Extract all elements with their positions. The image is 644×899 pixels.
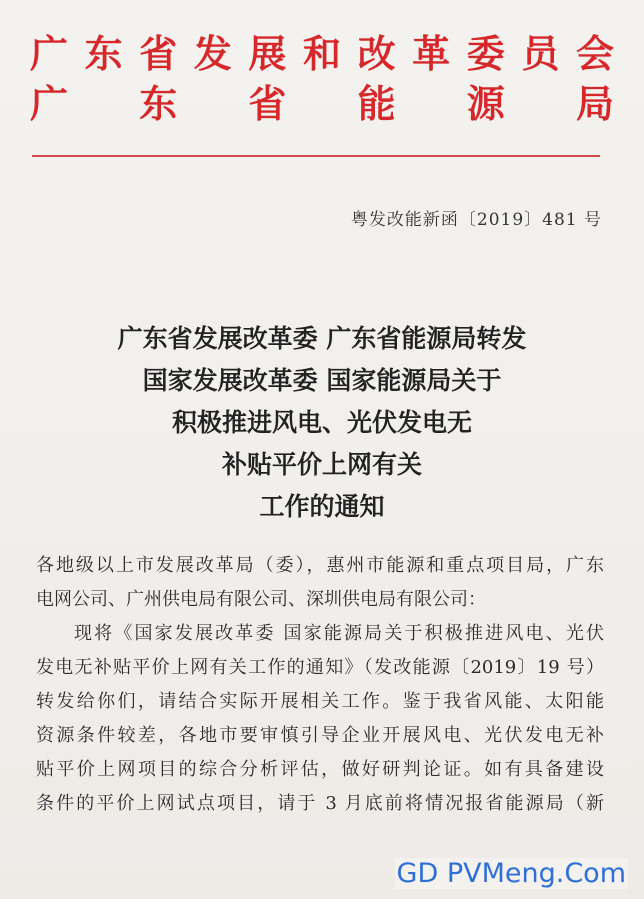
title-line: 补贴平价上网有关 [221, 450, 422, 479]
body-line: 发电无补贴平价上网有关工作的通知》（发改能源〔2019〕19 号） [36, 657, 604, 678]
document-title [0, 318, 644, 528]
title-line: 广东省发展改革委 广东省能源局转发 [117, 324, 527, 353]
issuer-char: 广 [30, 31, 69, 76]
title-line: 积极推进风电、光伏发电无 [171, 408, 472, 437]
issuer-char: 省 [248, 81, 287, 126]
issuer-line-1 [30, 32, 614, 76]
issuer-char: 革 [412, 31, 451, 76]
addressee [36, 549, 604, 617]
body-line: 贴平价上网项目的综合分析评估，做好研判论证。如有具备建设 [36, 759, 604, 780]
issuer-char: 源 [466, 81, 505, 126]
title-line: 国家发展改革委 国家能源局关于 [142, 366, 502, 395]
title-line: 工作的通知 [259, 492, 385, 521]
issuer-line-2 [30, 82, 614, 126]
body-line: 条件的平价上网试点项目，请于 3 月底前将情况报省能源局（新 [36, 793, 604, 814]
issuer-char: 员 [521, 31, 560, 76]
body-line: 现将《国家发展改革委 国家能源局关于积极推进风电、光伏 [74, 623, 604, 644]
issuer-char: 省 [139, 31, 178, 76]
issuer-char: 改 [357, 31, 396, 76]
issuer-char: 广 [30, 81, 69, 126]
issuer-char: 和 [302, 31, 341, 76]
issuer-char: 委 [466, 31, 505, 76]
paragraph [36, 617, 604, 821]
issuer-char: 东 [139, 81, 178, 126]
issuer-char: 发 [193, 31, 232, 76]
issuer-char: 能 [357, 81, 396, 126]
document-body [36, 549, 604, 821]
body-line: 转发给你们，请结合实际开展相关工作。鉴于我省风能、太阳能 [36, 691, 604, 712]
issuer-char: 展 [248, 31, 287, 76]
body-line: 电网公司、广州供电局有限公司、深圳供电局有限公司： [36, 589, 486, 610]
body-line: 资源条件较差，各地市要审慎引导企业开展风电、光伏发电无补 [36, 725, 604, 746]
watermark: GD PVMeng.Com [396, 858, 626, 889]
issuer-char: 局 [575, 81, 614, 126]
issuer-char: 东 [84, 31, 123, 76]
document-number: 粤发改能新函〔2019〕481 号 [350, 210, 602, 230]
header-divider [32, 155, 600, 157]
issuer-char: 会 [575, 31, 614, 76]
body-line: 各地级以上市发展改革局（委），惠州市能源和重点项目局，广东 [36, 555, 604, 576]
